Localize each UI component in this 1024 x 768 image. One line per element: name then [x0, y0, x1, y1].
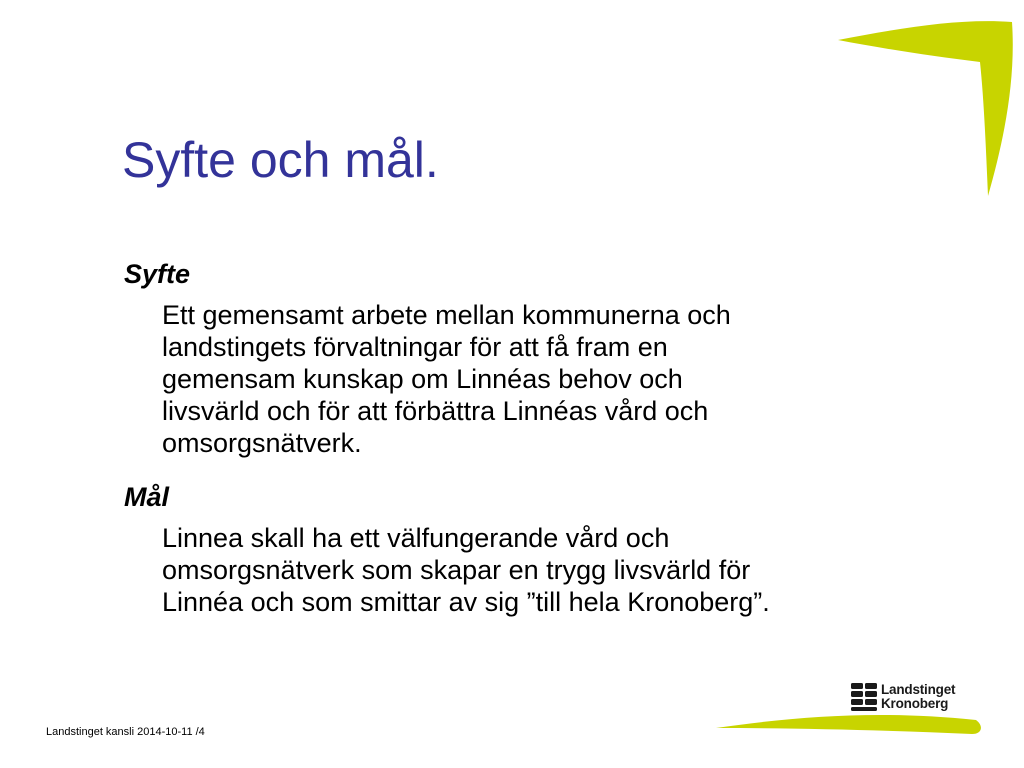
logo-line-1: Landstinget	[881, 682, 956, 697]
organization-logo	[851, 683, 955, 711]
section-heading-syfte: Syfte	[124, 259, 191, 289]
logo-wordmark	[881, 683, 955, 711]
section-text-syfte: Ett gemensamt arbete mellan kommunerna och landstingets förvaltningar för att få fram en gemensam kunskap om Linnéas behov och livsvärld och för att förbättra Linnéas vård och omsorgsnätverk.	[162, 300, 731, 458]
page-title: Syfte och mål.	[122, 132, 439, 188]
landstinget-kronoberg-logo-icon	[851, 683, 877, 711]
section-text-mal: Linnea skall ha ett välfungerande vård och omsorgsnätverk som skapar en trygg livsvärld för Linnéa och som smittar av sig ”till hela Kronoberg”.	[162, 523, 770, 617]
logo-line-2: Kronoberg	[881, 696, 949, 711]
slide-content	[124, 258, 944, 618]
top-right-swoosh-icon	[838, 21, 1013, 196]
bottom-right-swoosh-icon	[716, 715, 981, 734]
slide-footer: Landstinget kansli 2014-10-11 /4	[46, 726, 205, 738]
section-heading-mal: Mål	[124, 482, 170, 512]
